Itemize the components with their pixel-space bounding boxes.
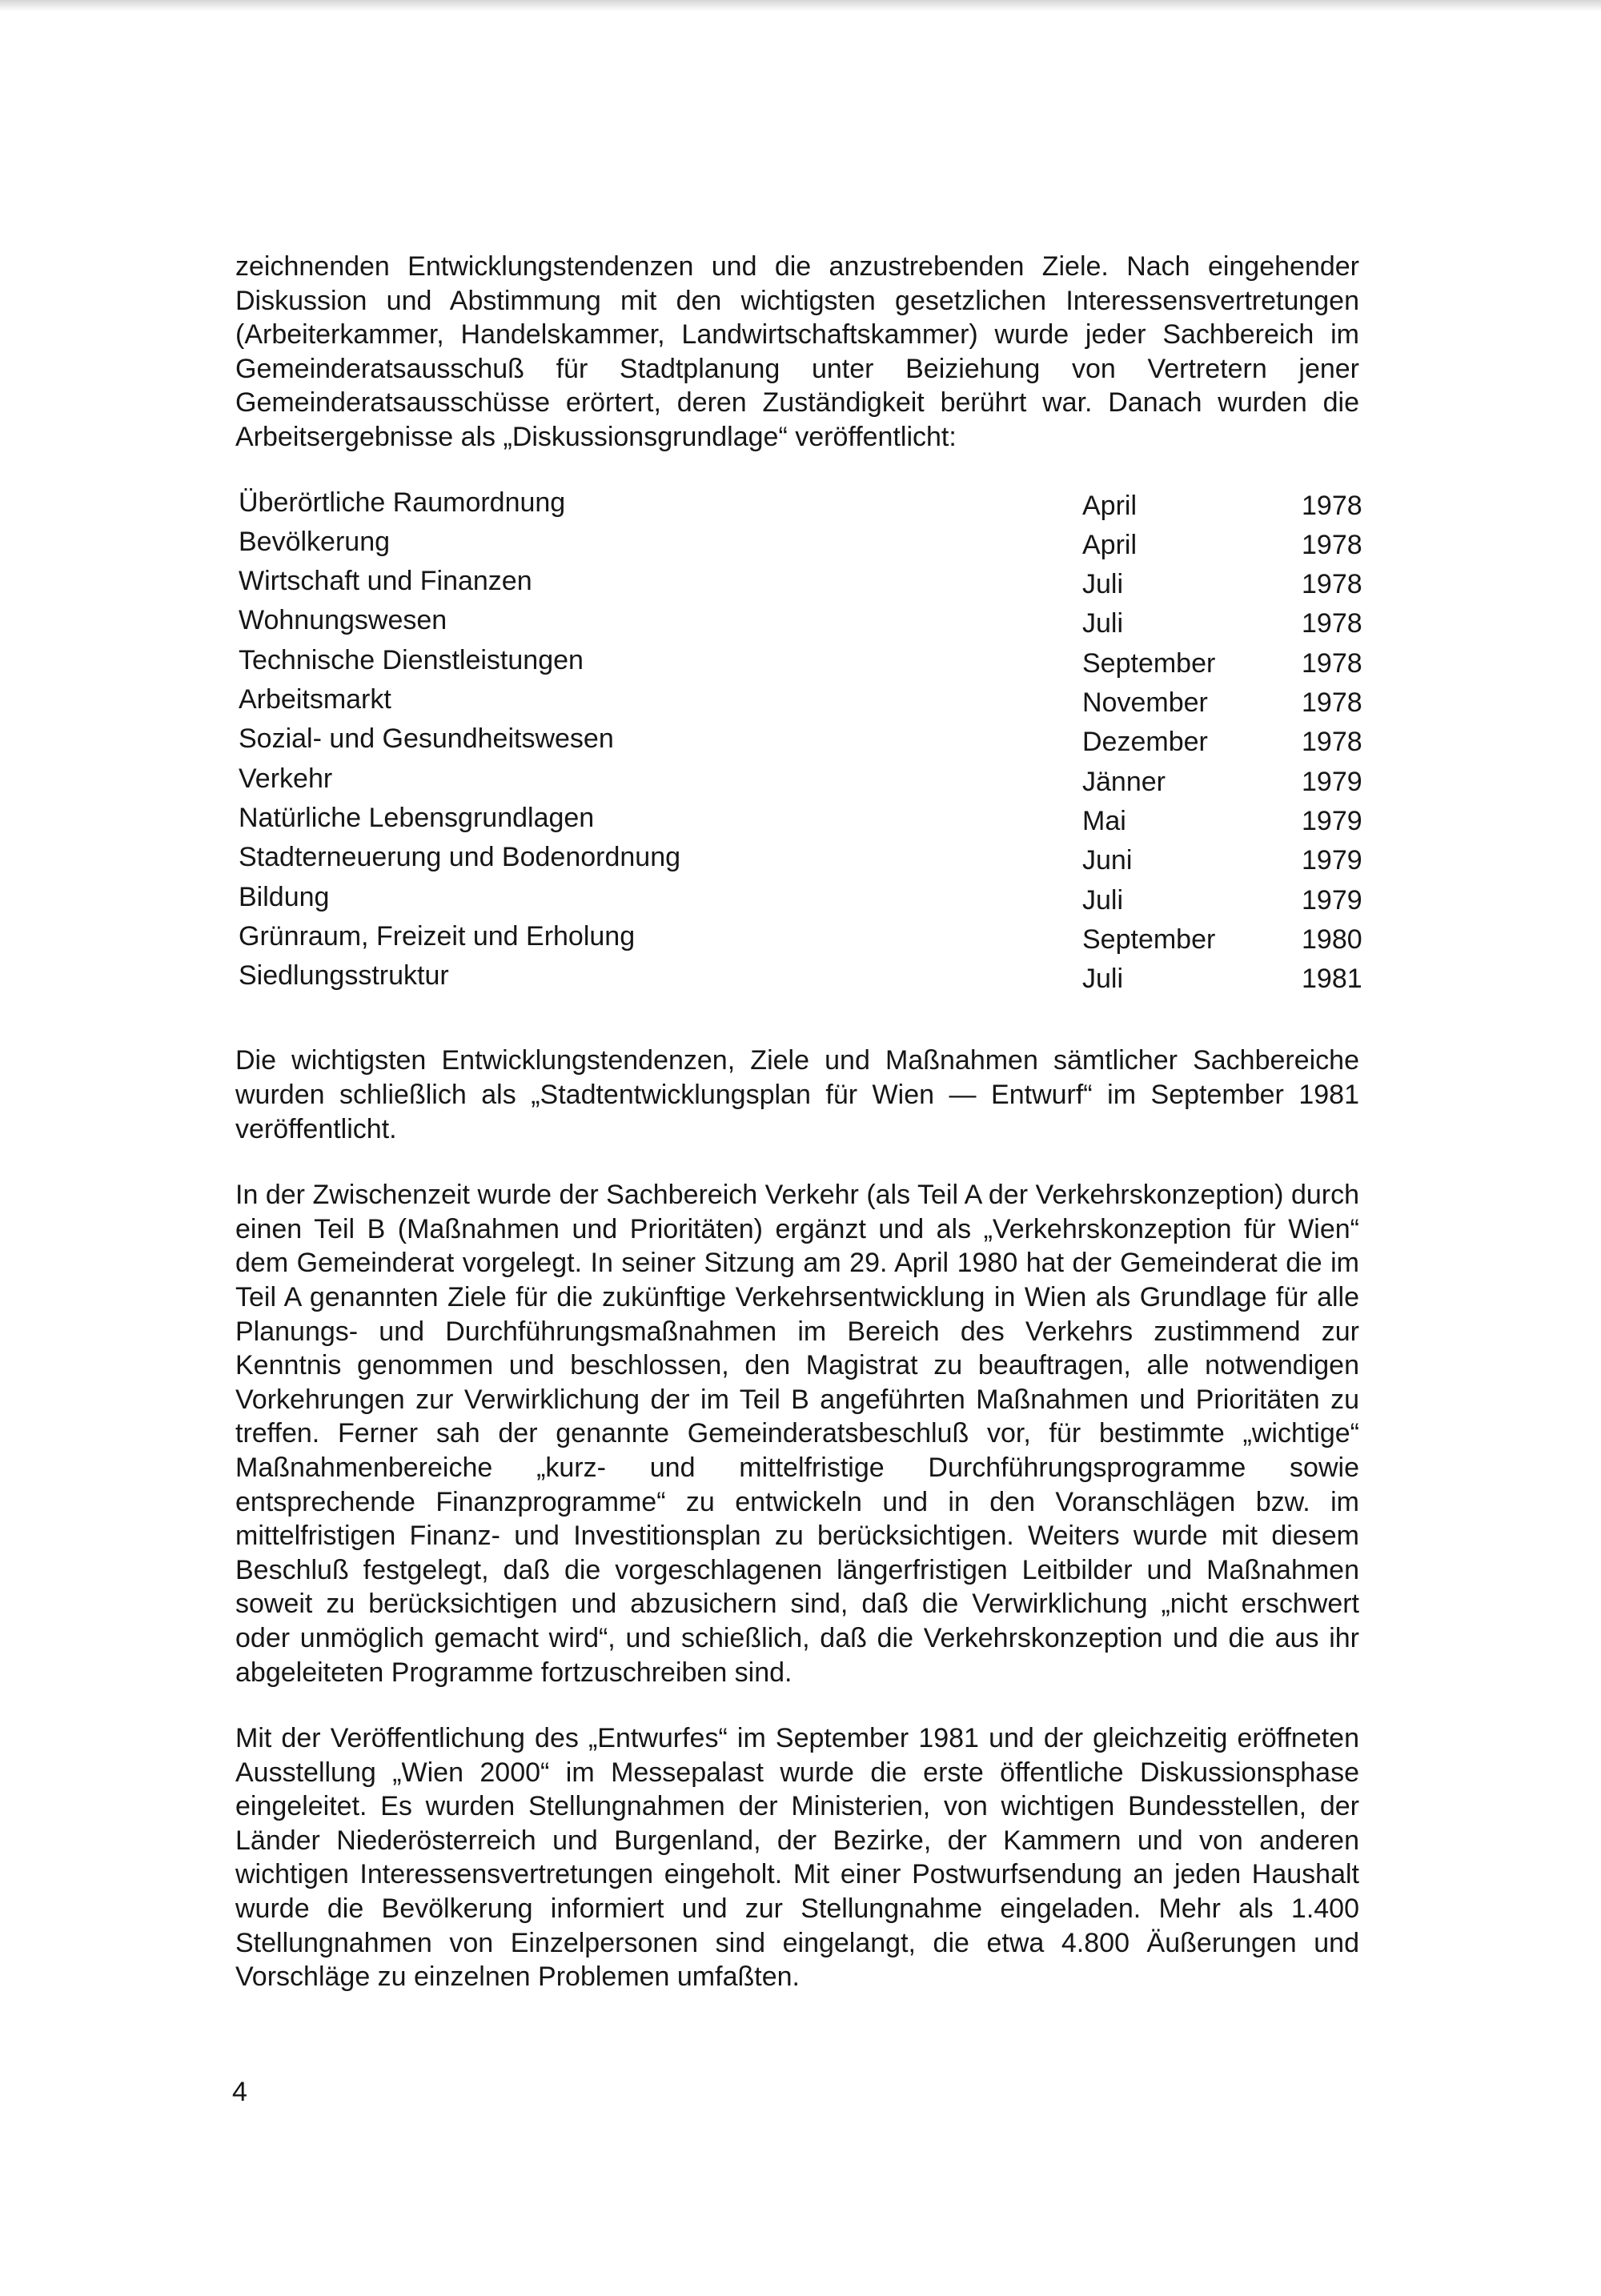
list-item-month: Juni	[1082, 845, 1133, 876]
paragraph-intro-last-line: Danach wurden die Arbeitsergebnisse als „Diskussionsgrundlage“ veröffentlicht:	[235, 387, 1360, 452]
document-page	[235, 250, 1362, 1994]
list-item-year: 1979	[1302, 766, 1362, 797]
list-item-topic: Sozial- und Gesundheitswesen	[239, 723, 614, 755]
paragraph-entwurf: Die wichtigsten Entwicklungstendenzen, Ziele und Maßnahmen sämtlicher Sachbereiche wurden schließlich als „Stadtentwicklungsplan für Wien — Entwurf“ im September 1981 veröffentlicht.	[235, 1045, 1359, 1144]
paragraph-verkehr: In der Zwischenzeit wurde der Sachbereich Verkehr (als Teil A der Verkehrskonzeption) durch einen Teil B (Maßnahmen und Prioritäten) ergänzt und als „Verkehrskonzeption für Wien“ dem Gemeinderat vorgelegt. In seiner Sitzung am 29. April 1980 hat der Gemeinderat die im Teil A genannten Ziele für die zukünftige Verkehrsentwicklung in Wien als Grundlage für alle Planungs- und Durchführungsmaßnahmen im Bereich des Verkehrs zustimmend zur Kenntnis genommen und beschlossen, den Magistrat zu beauftragen, alle notwendigen Vorkehrungen zur Verwirklichung der im Teil B angeführten Maßnahmen und Prioritäten zu treffen. Ferner sah der genannte Gemeinderatsbeschluß vor, für bestimmte „wichtige“ Maßnahmenbereiche „kurz- und mittelfristige Durchführungsprogramme sowie entsprechende Finanzprogramme“ zu entwickeln und in den Voranschlägen bzw. im mittelfristigen Finanz- und Investitionsplan zu berücksichtigen. Weiters wurde mit diesem Beschluß festgelegt, daß die vorgeschlagenen längerfristigen Leitbilder und Maßnahmen soweit zu berücksichtigen und abzusichern sind, daß die Verwirklichung „nicht erschwert oder unmöglich gemacht wird“, und schießlich, daß die Verkehrskonzeption und die aus ihr abgeleiteten Programme fortzuschreiben sind.	[235, 1180, 1359, 1688]
list-item-topic: Technische Dienstleistungen	[239, 644, 584, 675]
list-item-month: Juli	[1082, 608, 1124, 639]
list-item-month: Juli	[1082, 884, 1124, 916]
list-item	[235, 644, 1362, 683]
list-item-month: November	[1082, 687, 1208, 719]
list-item	[235, 487, 1362, 526]
list-item-year: 1978	[1302, 529, 1362, 560]
list-item-year: 1978	[1302, 687, 1362, 719]
list-item-month: September	[1082, 924, 1216, 955]
list-item-month: Mai	[1082, 805, 1126, 836]
spacer	[235, 999, 1359, 1044]
list-item-year: 1979	[1302, 805, 1362, 836]
scan-top-edge	[0, 0, 1601, 11]
list-item	[235, 920, 1362, 960]
list-item-month: April	[1082, 490, 1138, 521]
list-item-year: 1980	[1302, 924, 1362, 955]
list-item-year: 1978	[1302, 608, 1362, 639]
spacer	[235, 1689, 1359, 1721]
list-item-topic: Grünraum, Freizeit und Erholung	[239, 920, 636, 952]
list-item	[235, 723, 1362, 762]
publication-list	[235, 487, 1362, 1000]
list-item-month: Juli	[1082, 964, 1124, 995]
list-item-topic: Arbeitsmarkt	[239, 684, 391, 715]
list-item	[235, 604, 1362, 643]
list-item-topic: Natürliche Lebensgrundlagen	[239, 802, 595, 833]
list-item-year: 1978	[1302, 727, 1362, 758]
paragraph-ausstellung: Mit der Veröffentlichung des „Entwurfes“ im September 1981 und der gleichzeitig eröffneten Ausstellung „Wien 2000“ im Messepalast wurde die erste öffentliche Diskussionsphase eingeleitet. Es wurden Stellungnahmen der Ministerien, von wichtigen Bundesstellen, der Länder Niederösterreich und Burgenland, der Bezirke, der Kammern und von anderen wichtigen Interessensvertretungen eingeholt. Mit einer Postwurfsendung an jeden Haushalt wurde die Bevölkerung informiert und zur Stellungnahme eingeladen. Mehr als 1.400 Stellungnahmen von Einzelpersonen sind eingelangt, die etwa 4.800 Äußerungen und Vorschläge zu einzelnen Problemen umfaßten.	[235, 1723, 1359, 1993]
list-item-topic: Stadterneuerung und Bodenordnung	[239, 842, 681, 873]
list-item-topic: Bevölkerung	[239, 526, 391, 557]
list-item	[235, 526, 1362, 565]
list-item	[235, 802, 1362, 841]
list-item-topic: Siedlungsstruktur	[239, 960, 449, 992]
list-item-month: Dezember	[1082, 727, 1208, 758]
spacer	[235, 1146, 1359, 1178]
list-item-month: Juli	[1082, 569, 1124, 600]
list-item-year: 1978	[1302, 490, 1362, 521]
list-item-month: Jänner	[1082, 766, 1166, 797]
list-item-topic: Wohnungswesen	[239, 605, 447, 636]
page-number: 4	[232, 2077, 247, 2107]
list-item-year: 1979	[1302, 845, 1362, 876]
list-item	[235, 881, 1362, 920]
list-item	[235, 565, 1362, 604]
list-item-topic: Wirtschaft und Finanzen	[239, 566, 532, 597]
spacer	[235, 455, 1359, 487]
list-item-topic: Verkehr	[239, 763, 333, 794]
list-item	[235, 960, 1362, 999]
list-item-year: 1978	[1302, 647, 1362, 679]
list-item-month: September	[1082, 647, 1216, 679]
list-item	[235, 683, 1362, 723]
list-item-topic: Überörtliche Raumordnung	[239, 487, 566, 518]
list-item-year: 1979	[1302, 884, 1362, 916]
list-item-month: April	[1082, 529, 1138, 560]
list-item-year: 1981	[1302, 964, 1362, 995]
list-item	[235, 763, 1362, 802]
list-item-year: 1978	[1302, 569, 1362, 600]
paragraph-intro	[235, 250, 1359, 455]
list-item-topic: Bildung	[239, 881, 330, 912]
paragraph-intro-text: zeichnenden Entwicklungstendenzen und die anzustrebenden Ziele. Nach eingehender Diskussion und Abstimmung mit den wichtigsten gesetzlichen Interessensvertretungen (Arbeiterkammer, Handelskammer, Landwirtschaftskammer) wurde jeder Sachbereich im Gemeinderatsausschuß für Stadtplanung unter Beiziehung von Vertretern jener Gemeinderatsausschüsse erörtert, deren Zuständigkeit berührt war.	[235, 251, 1359, 419]
list-item	[235, 841, 1362, 880]
